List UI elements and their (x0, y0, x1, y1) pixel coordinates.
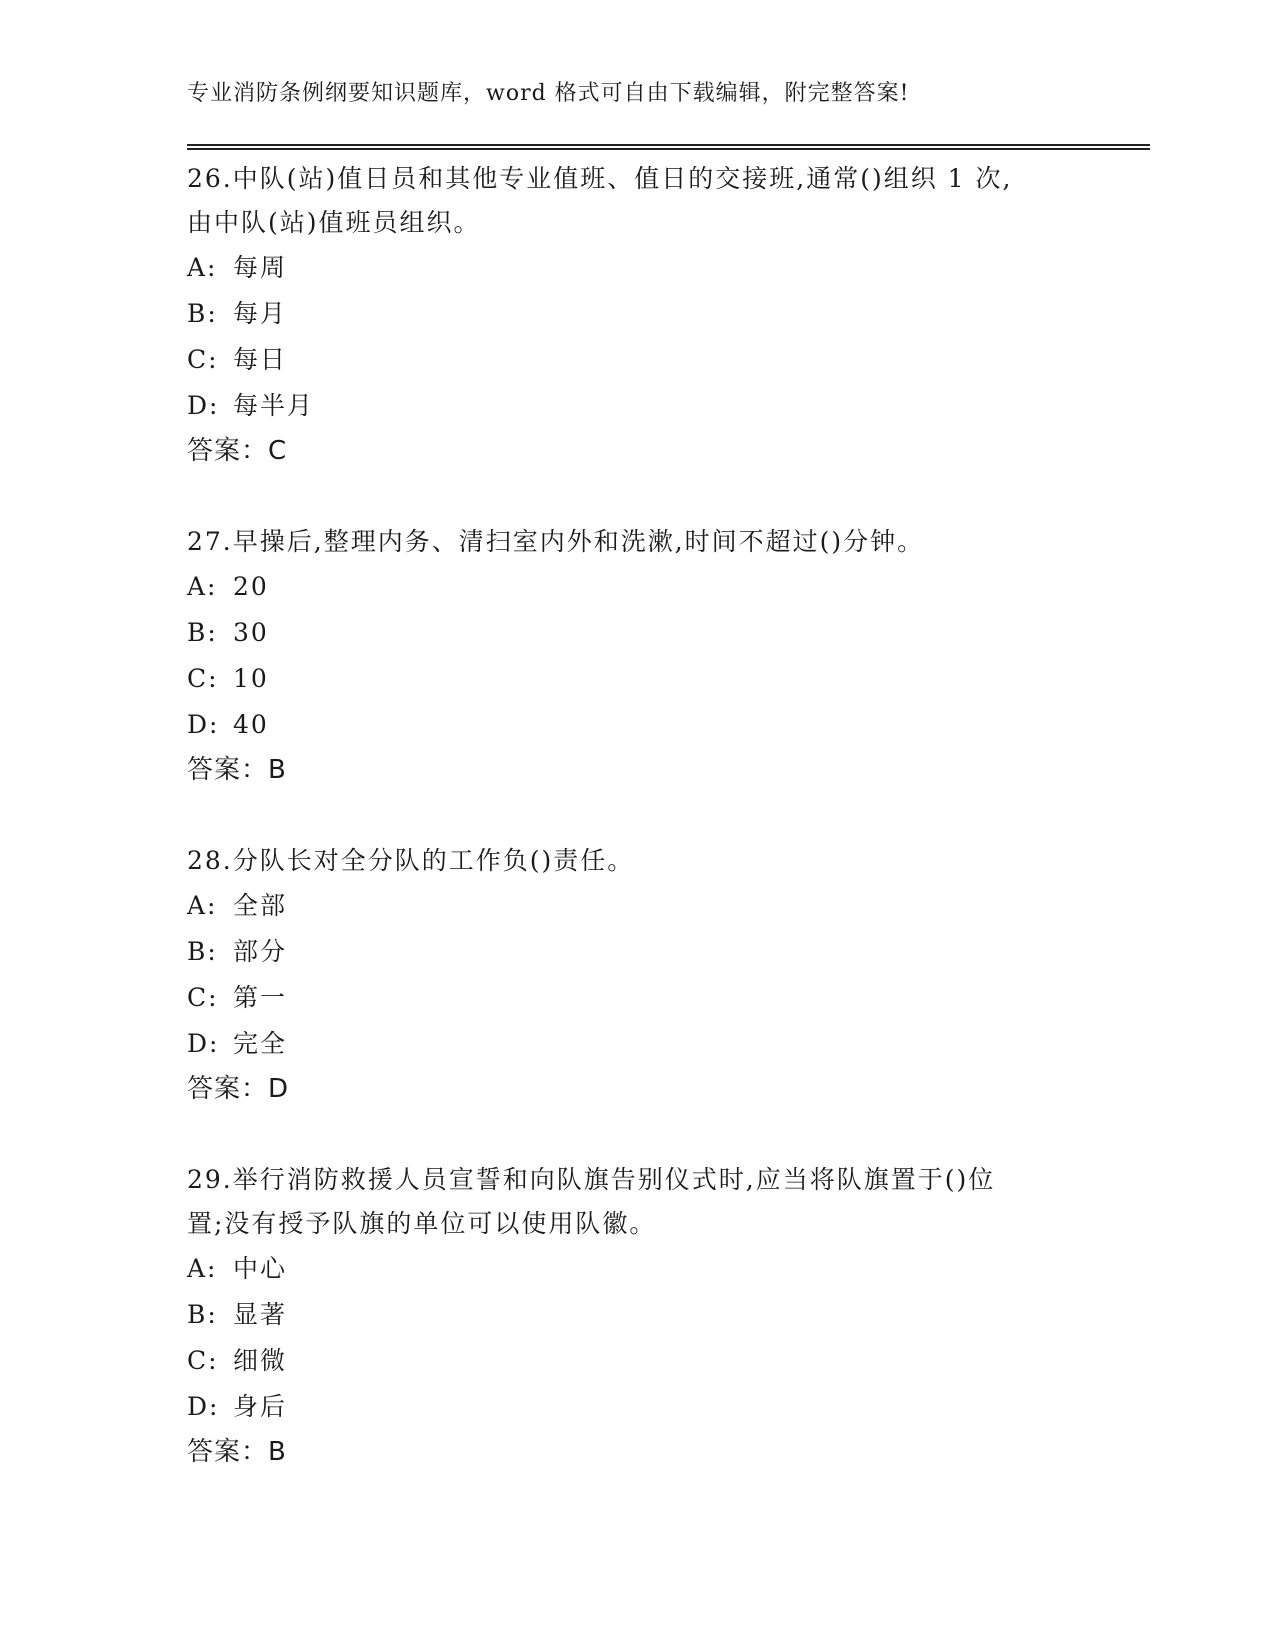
option-text: 每日 (233, 345, 288, 374)
question-spacer (187, 792, 1087, 839)
answer-line: 答案：B (187, 755, 287, 785)
option-letter: D: (187, 1029, 220, 1058)
option-d (187, 702, 1087, 748)
question-29 (187, 1158, 1087, 1474)
option-text: 每周 (233, 253, 288, 282)
option-text: 第一 (233, 983, 288, 1012)
option-text: 每月 (233, 299, 288, 328)
option-letter: C: (187, 983, 219, 1012)
option-a (187, 1246, 1087, 1292)
option-letter: B: (187, 618, 218, 647)
option-letter: B: (187, 937, 218, 966)
option-b (187, 291, 1087, 337)
option-c (187, 975, 1087, 1021)
option-letter: A: (187, 891, 218, 920)
question-text-line: 27.早操后,整理内务、清扫室内外和洗漱,时间不超过()分钟。 (187, 527, 925, 556)
option-letter: A: (187, 1254, 218, 1283)
option-letter: C: (187, 664, 219, 693)
option-letter: C: (187, 345, 219, 374)
option-a (187, 883, 1087, 929)
question-list (187, 157, 1087, 1474)
question-text-line: 29.举行消防救援人员宣誓和向队旗告别仪式时,应当将队旗置于()位 (187, 1165, 996, 1194)
option-text: 中心 (233, 1254, 288, 1283)
option-d (187, 1021, 1087, 1067)
question-text-line: 28.分队长对全分队的工作负()责任。 (187, 846, 635, 875)
option-b (187, 929, 1087, 975)
option-letter: B: (187, 1300, 218, 1329)
option-c (187, 656, 1087, 702)
option-b (187, 610, 1087, 656)
option-letter: A: (187, 253, 218, 282)
option-d (187, 383, 1087, 429)
option-text: 细微 (233, 1346, 288, 1375)
option-text: 30 (233, 618, 269, 647)
question-26 (187, 157, 1087, 473)
option-text: 完全 (233, 1029, 288, 1058)
header-double-rule (187, 144, 1150, 150)
option-text: 10 (233, 664, 269, 693)
option-text: 40 (233, 710, 269, 739)
page-header: 专业消防条例纲要知识题库，word 格式可自由下载编辑，附完整答案! (187, 81, 910, 106)
header-rule-line-top (187, 144, 1150, 146)
answer-line: 答案：C (187, 436, 288, 466)
answer-line: 答案：B (187, 1437, 287, 1467)
answer-line: 答案：D (187, 1074, 290, 1104)
option-c (187, 1338, 1087, 1384)
option-letter: C: (187, 1346, 219, 1375)
question-spacer (187, 1111, 1087, 1158)
question-text-line: 置;没有授予队旗的单位可以使用队徽。 (187, 1209, 657, 1238)
option-text: 20 (233, 572, 269, 601)
option-b (187, 1292, 1087, 1338)
question-text-line: 26.中队(站)值日员和其他专业值班、值日的交接班,通常()组织 1 次, (187, 164, 1013, 193)
question-28 (187, 839, 1087, 1111)
question-text-line: 由中队(站)值班员组织。 (187, 208, 481, 237)
option-letter: D: (187, 391, 220, 420)
option-letter: D: (187, 1392, 220, 1421)
option-letter: D: (187, 710, 220, 739)
option-text: 部分 (233, 937, 288, 966)
question-27 (187, 520, 1087, 792)
option-text: 身后 (233, 1392, 288, 1421)
option-c (187, 337, 1087, 383)
option-text: 全部 (233, 891, 288, 920)
option-letter: B: (187, 299, 218, 328)
header-rule-line-bottom (187, 148, 1150, 150)
option-text: 显著 (233, 1300, 288, 1329)
option-letter: A: (187, 572, 218, 601)
option-d (187, 1384, 1087, 1430)
question-spacer (187, 473, 1087, 520)
option-a (187, 245, 1087, 291)
option-a (187, 564, 1087, 610)
option-text: 每半月 (233, 391, 315, 420)
